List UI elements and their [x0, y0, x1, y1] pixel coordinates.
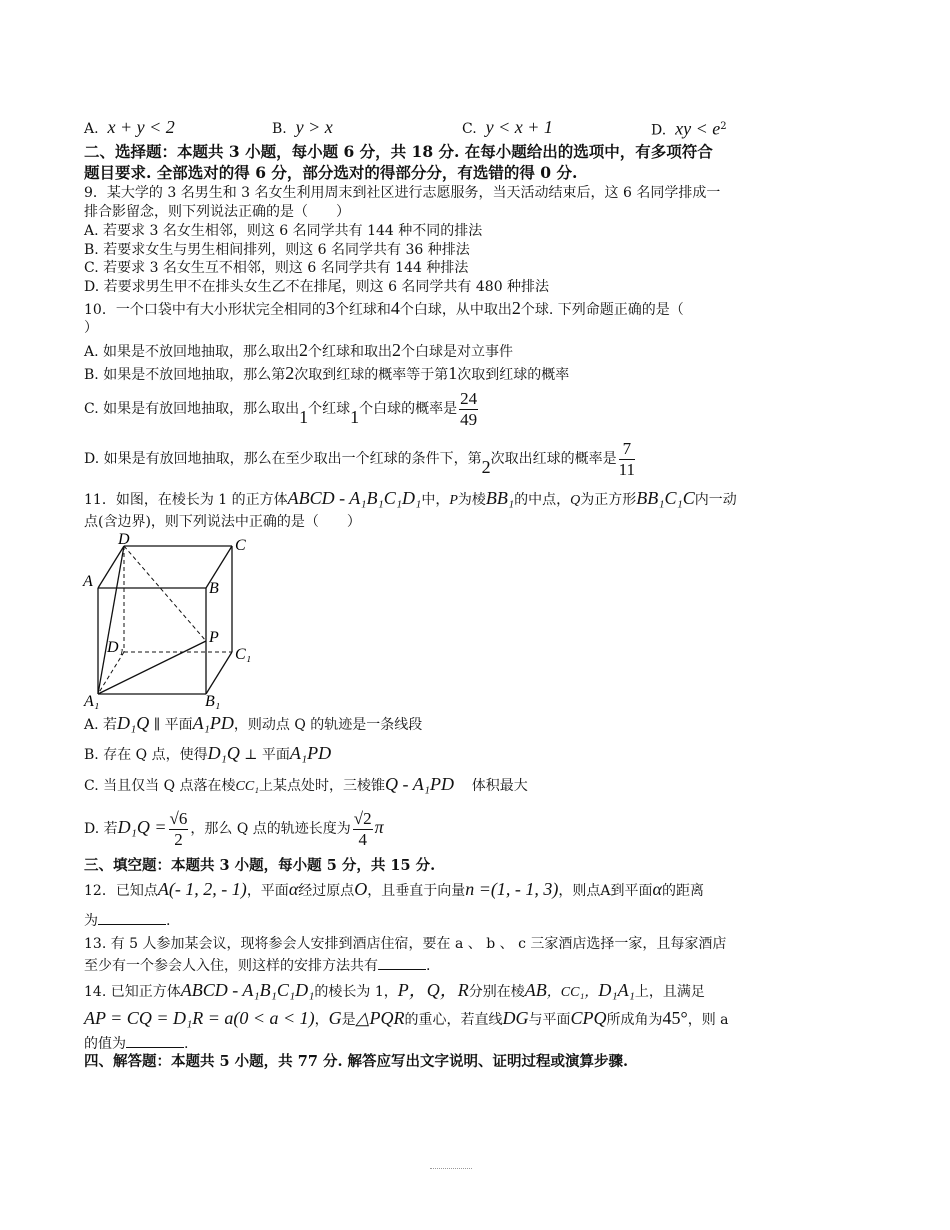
- cube-figure: [78, 532, 268, 712]
- q10-option-a: A. 如果是不放回地抽取，那么取出2个红球和取出2个白球是对立事件: [84, 340, 514, 360]
- q12-answer-blank[interactable]: [98, 910, 166, 925]
- label-b1: B₁: [205, 693, 221, 710]
- label-a1: A₁: [84, 693, 100, 710]
- option-c: C. y < x + 1: [462, 117, 553, 137]
- option-b-math: y > x: [295, 117, 333, 137]
- q12-stem-line1: 12．已知点A(- 1, 2, - 1)，平面α经过原点O，且垂直于向量n =(1, - 1, 3)，则点A到平面α的距离: [84, 879, 704, 899]
- label-d: D: [118, 532, 130, 548]
- q14-answer-blank[interactable]: [126, 1033, 184, 1048]
- q11-stem-line2: 点(含边界)，则下列说法中正确的是（ ）: [84, 514, 361, 530]
- edge-c1-b1: [206, 652, 232, 694]
- q10-stem-line1: 10．一个口袋中有大小形状完全相同的3个红球和4个白球，从中取出2个球. 下列命题正确的是（: [84, 298, 684, 318]
- section2-heading-line1: 二、选择题：本题共 3 小题，每小题 6 分，共 18 分. 在每小题给出的选项中，有多项符合: [84, 142, 713, 161]
- option-b: B. y > x: [272, 117, 333, 137]
- q12-stem-line2: 为 .: [84, 910, 170, 931]
- q9-option-a: A. 若要求 3 名女生相邻，则这 6 名同学共有 144 种不同的排法: [84, 223, 483, 239]
- section4-heading: 四、解答题：本题共 5 小题，共 77 分. 解答应写出文字说明、证明过程或演算步骤.: [84, 1053, 629, 1070]
- option-d: D. xy < $e^2$: [651, 118, 727, 139]
- label-a: A: [83, 573, 93, 590]
- q9-option-d: D. 若要求男生甲不在排头女生乙不在排尾，则这 6 名同学共有 480 种排法: [84, 279, 550, 295]
- q13-answer-blank[interactable]: [378, 955, 426, 970]
- section2-heading-line2: 题目要求. 全部选对的得 6 分，部分选对的得部分分，有选错的得 0 分.: [84, 163, 578, 182]
- label-d1: D₁: [107, 639, 125, 656]
- option-a-math: x + y < 2: [107, 117, 175, 137]
- label-c1: C₁: [235, 646, 252, 663]
- option-d-sup: 2: [720, 121, 727, 132]
- q11-option-d: D. 若D₁Q = $\frac{√6}{2}$ ，那么 Q 点的轨迹长度为 $\frac{√2}{4}$ π: [84, 808, 384, 849]
- option-a: A. x + y < 2: [84, 117, 175, 137]
- q13-stem-line2: 至少有一个参会人入住，则这样的安排方法共有 .: [84, 955, 430, 976]
- q11-stem-line1: 11．如图，在棱长为 1 的正方体ABCD - A₁B₁C₁D₁中，P为棱BB₁的中点，Q为正方形BB₁C₁C内一动: [84, 488, 737, 508]
- q14-stem-line3: 的值为 .: [84, 1033, 188, 1054]
- q10-option-d: D. 如果是有放回地抽取，那么在至少取出一个红球的条件下，第2次取出红球的概率是 $\frac{7}{11}$: [84, 438, 635, 479]
- section3-heading: 三、填空题：本题共 3 小题，每小题 5 分，共 15 分.: [84, 857, 436, 874]
- option-c-math: y < x + 1: [485, 117, 553, 137]
- hidden-line-d-p: [124, 546, 206, 641]
- q11-option-a: A. 若D₁Q ∥ 平面A₁PD，则动点 Q 的轨迹是一条线段: [84, 713, 423, 733]
- q10-c-fraction: $\frac{24}{49}$: [460, 388, 478, 429]
- q9-stem-line1: 9．某大学的 3 名男生和 3 名女生利用周末到社区进行志愿服务，当天活动结束后，这 6 名同学排成一: [84, 185, 721, 201]
- q14-stem-line2: AP = CQ = D₁R = a(0 < a < 1)，G是△PQR的重心，若直线DG与平面CPQ所成角为45°，则 a: [84, 1008, 729, 1028]
- q14-stem-line1: 14. 已知正方体ABCD - A₁B₁C₁D₁的棱长为 1，P，Q，R分别在棱AB，CC₁，D₁A₁上，且满足: [84, 980, 705, 1000]
- label-c: C: [235, 537, 246, 554]
- label-b: B: [209, 580, 219, 597]
- q9-stem-line2: 排合影留念，则下列说法正确的是（ ）: [84, 204, 350, 220]
- label-p: P: [209, 629, 219, 646]
- q9-option-b: B. 若要求女生与男生相间排列，则这 6 名同学共有 36 种排法: [84, 242, 470, 258]
- q10-option-b: B. 如果是不放回地抽取，那么第2次取到红球的概率等于第1次取到红球的概率: [84, 363, 570, 383]
- q11-d-fraction-2: $\frac{√2}{4}$: [353, 808, 372, 849]
- q9-option-c: C. 若要求 3 名女生互不相邻，则这 6 名同学共有 144 种排法: [84, 260, 469, 276]
- q10-stem-line2: ）: [84, 320, 98, 336]
- q10-d-fraction: $\frac{7}{11}$: [618, 438, 635, 479]
- page-footer-mark: [430, 1168, 472, 1170]
- q10-option-c: C. 如果是有放回地抽取，那么取出1个红球1个白球的概率是 $\frac{24}{49}$: [84, 388, 478, 429]
- q11-d-fraction-1: $\frac{√6}{2}$: [169, 808, 188, 849]
- q11-option-b: B. 存在 Q 点，使得D₁Q ⊥ 平面A₁PD: [84, 743, 332, 763]
- option-d-math: xy < e: [675, 118, 721, 139]
- q13-stem-line1: 13. 有 5 人参加某会议，现将参会人安排到酒店住宿，要在 a 、 b 、 c 三家酒店选择一家，且每家酒店: [84, 936, 727, 952]
- q11-option-c: C. 当且仅当 Q 点落在棱CC₁上某点处时，三棱锥Q - A₁PD 体积最大: [84, 774, 528, 794]
